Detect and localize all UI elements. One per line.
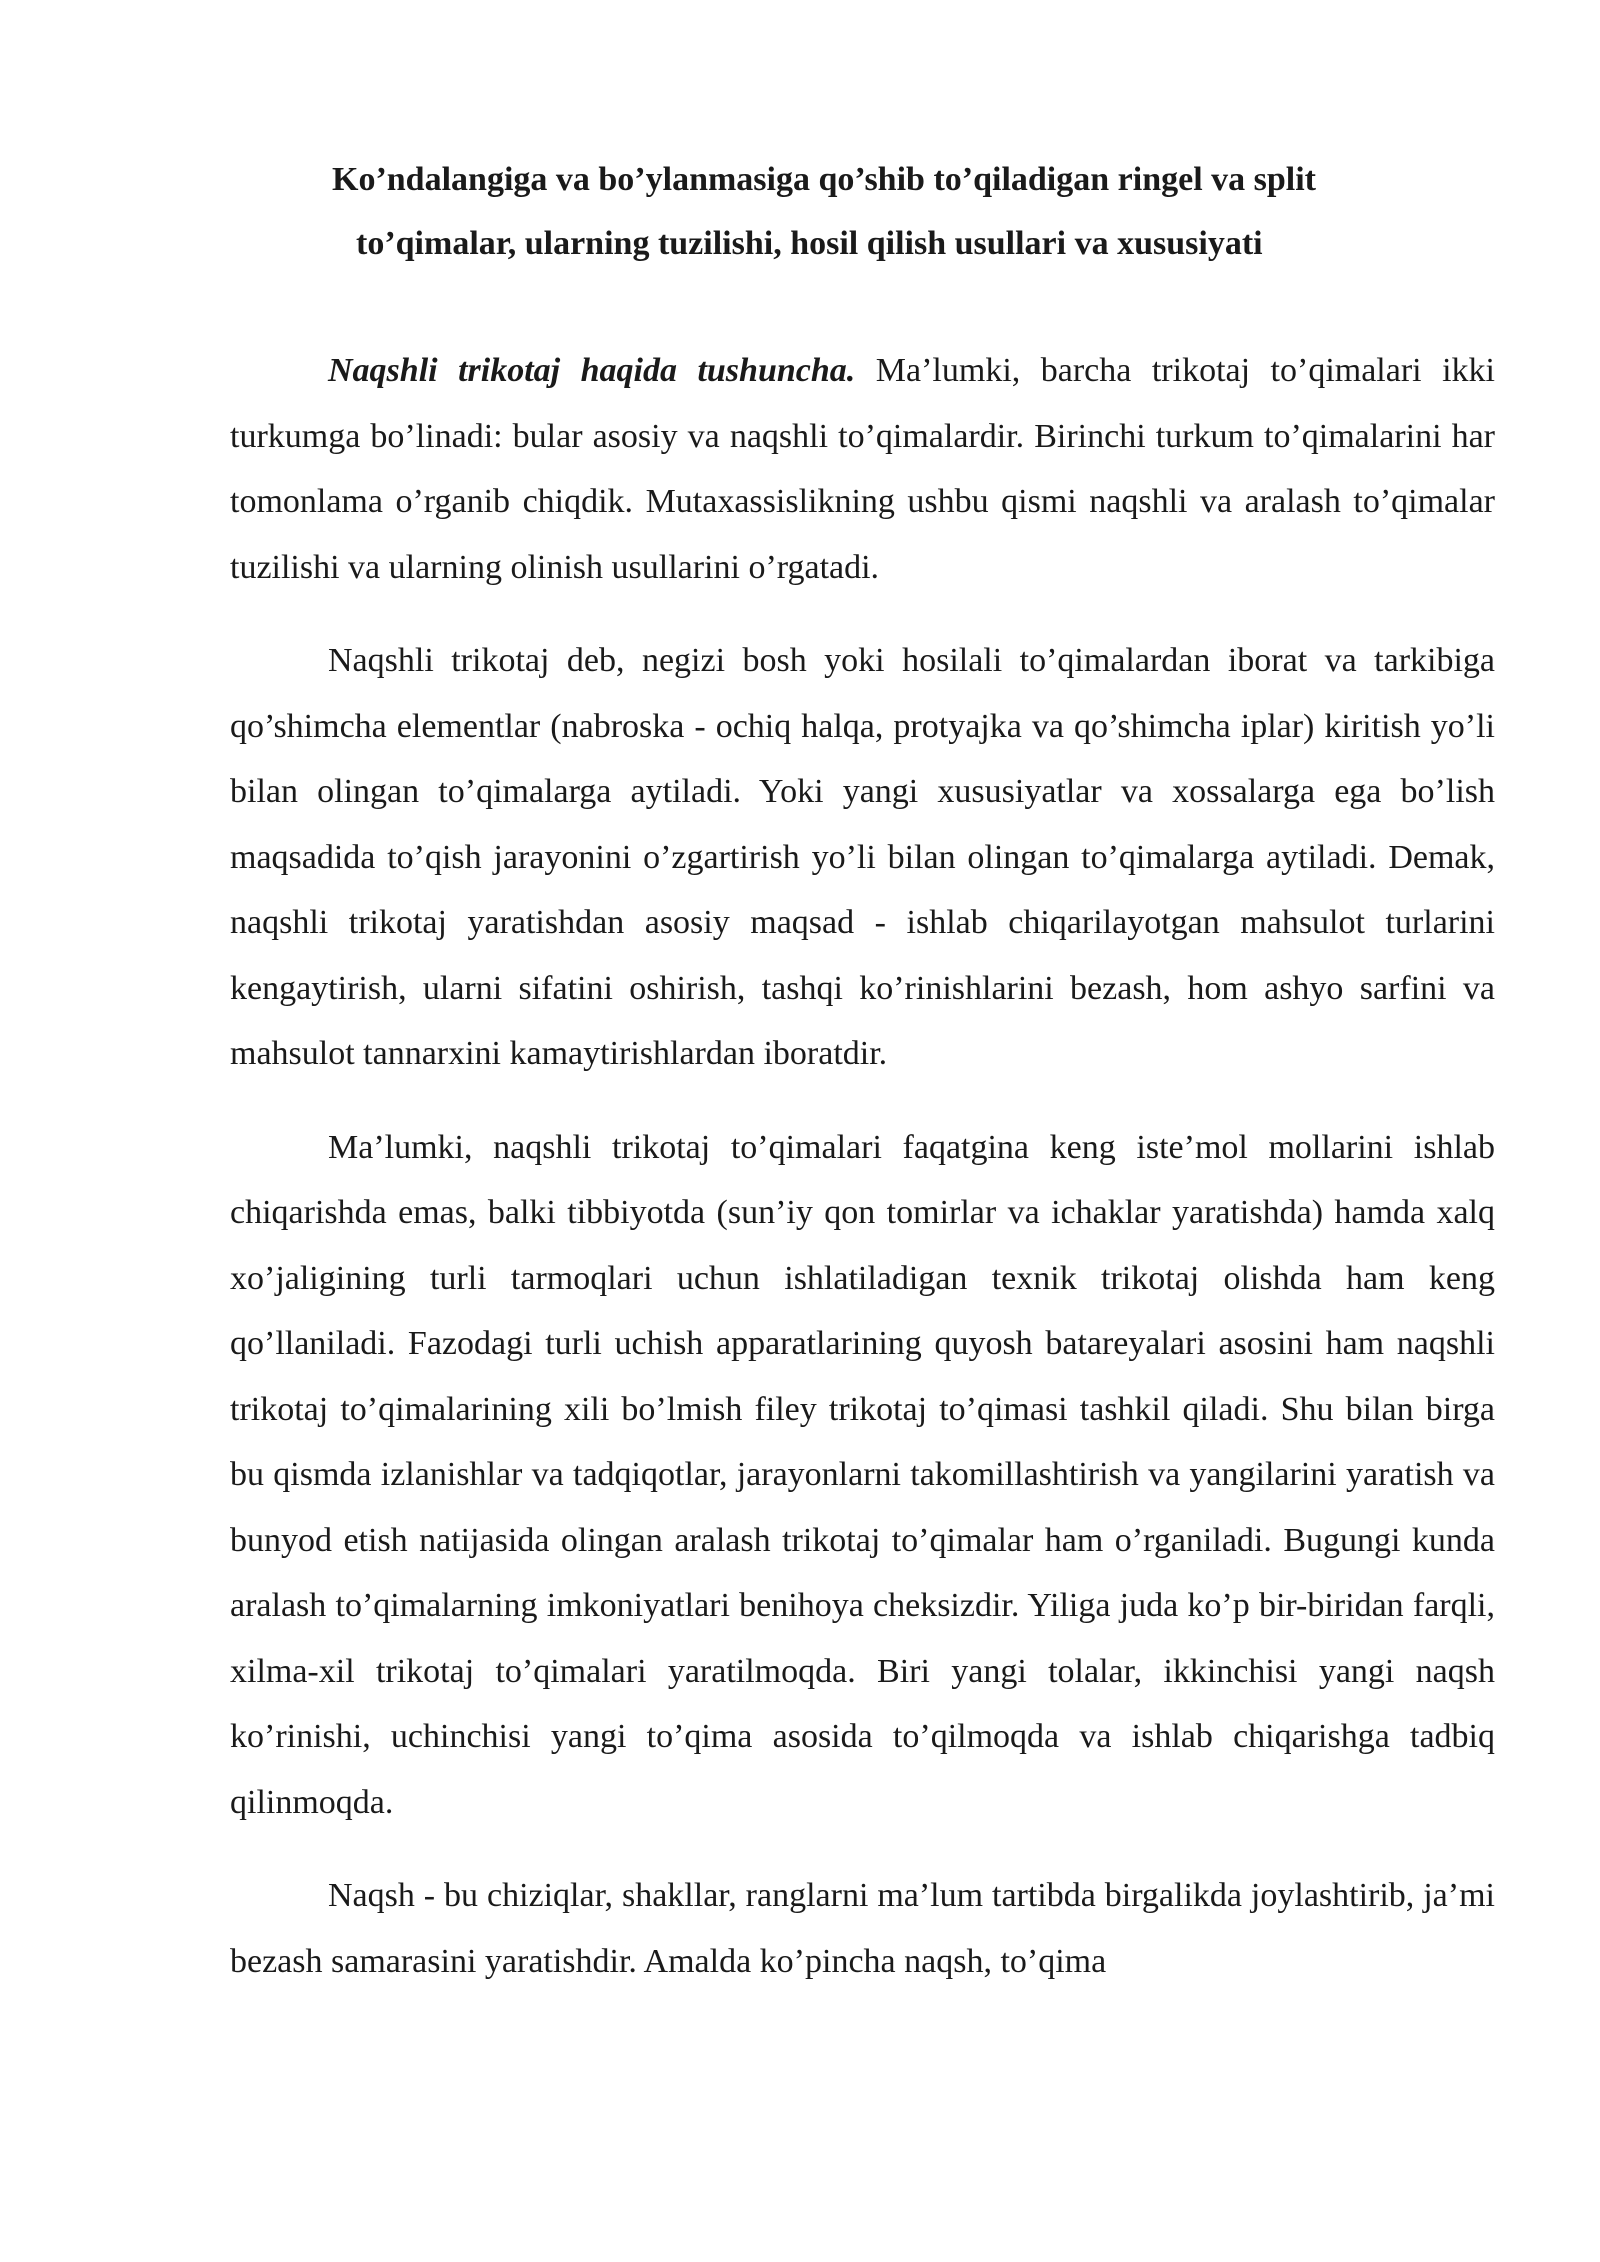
title-line-2: to’qimalar, ularning tuzilishi, hosil qilish usullari va xususiyati	[356, 225, 1263, 262]
paragraph-1-lead: Naqshli trikotaj haqida tushuncha.	[328, 352, 856, 389]
document-body	[230, 338, 1495, 2022]
paragraph-2	[230, 628, 1495, 1087]
title-line-1: Ko’ndalangiga va bo’ylanmasiga qo’shib to’qiladigan ringel va split	[332, 161, 1316, 198]
paragraph-1-text: Ma’lumki, barcha trikotaj to’qimalari ikki turkumga bo’linadi: bular asosiy va naqshli to’qimalardir. Birinchi turkum to’qimalarini har tomonlama o’rganib chiqdik. Mutaxassislikning ushbu qismi naqshli va aralash to’qimalar tuzilishi va ularning olinish usullarini o’rgatadi.	[230, 352, 1495, 586]
paragraph-4	[230, 1863, 1495, 1994]
paragraph-3	[230, 1115, 1495, 1836]
paragraph-3-text: Ma’lumki, naqshli trikotaj to’qimalari faqatgina keng iste’mol mollarini ishlab chiqarishda emas, balki tibbiyotda (sun’iy qon tomirlar va ichaklar yaratishda) hamda xalq xo’jaligining turli tarmoqlari uchun ishlatiladigan texnik trikotaj olishda ham keng qo’llaniladi. Fazodagi turli uchish apparatlarining quyosh batareyalari asosini ham naqshli trikotaj to’qimalarining xili bo’lmish filey trikotaj to’qimasi tashkil qiladi. Shu bilan birga bu qismda izlanishlar va tadqiqotlar, jarayonlarni takomillashtirish va yangilarini yaratish va bunyod etish natijasida olingan aralash trikotaj to’qimalar ham o’rganiladi. Bugungi kunda aralash to’qimalarning imkoniyatlari benihoya cheksizdir. Yiliga juda ko’p bir-biridan farqli, xilma-xil trikotaj to’qimalari yaratilmoqda. Biri yangi tolalar, ikkinchisi yangi naqsh ko’rinishi, uchinchisi yangi to’qima asosida to’qilmoqda va ishlab chiqarishga tadbiq qilinmoqda.	[230, 1128, 1495, 1821]
paragraph-4-text: Naqsh - bu chiziqlar, shakllar, ranglarni ma’lum tartibda birgalikda joylashtirib, ja’mi bezash samarasini yaratishdir. Amalda ko’pincha naqsh, to’qima	[230, 1877, 1495, 1980]
paragraph-2-text: Naqshli trikotaj deb, negizi bosh yoki hosilali to’qimalardan iborat va tarkibiga qo’shimcha elementlar (nabroska - ochiq halqa, protyajka va qo’shimcha iplar) kiritish yo’li bilan olingan to’qimalarga aytiladi. Yoki yangi xususiyatlar va xossalarga ega bo’lish maqsadida to’qish jarayonini o’zgartirish yo’li bilan olingan to’qimalarga aytiladi. Demak, naqshli trikotaj yaratishdan asosiy maqsad - ishlab chiqarilayotgan mahsulot turlarini kengaytirish, ularni sifatini oshirish, tashqi ko’rinishlarini bezash, hom ashyo sarfini va mahsulot tannarxini kamaytirishlardan iboratdir.	[230, 642, 1495, 1072]
paragraph-1	[230, 338, 1495, 600]
document-title	[330, 148, 1450, 276]
